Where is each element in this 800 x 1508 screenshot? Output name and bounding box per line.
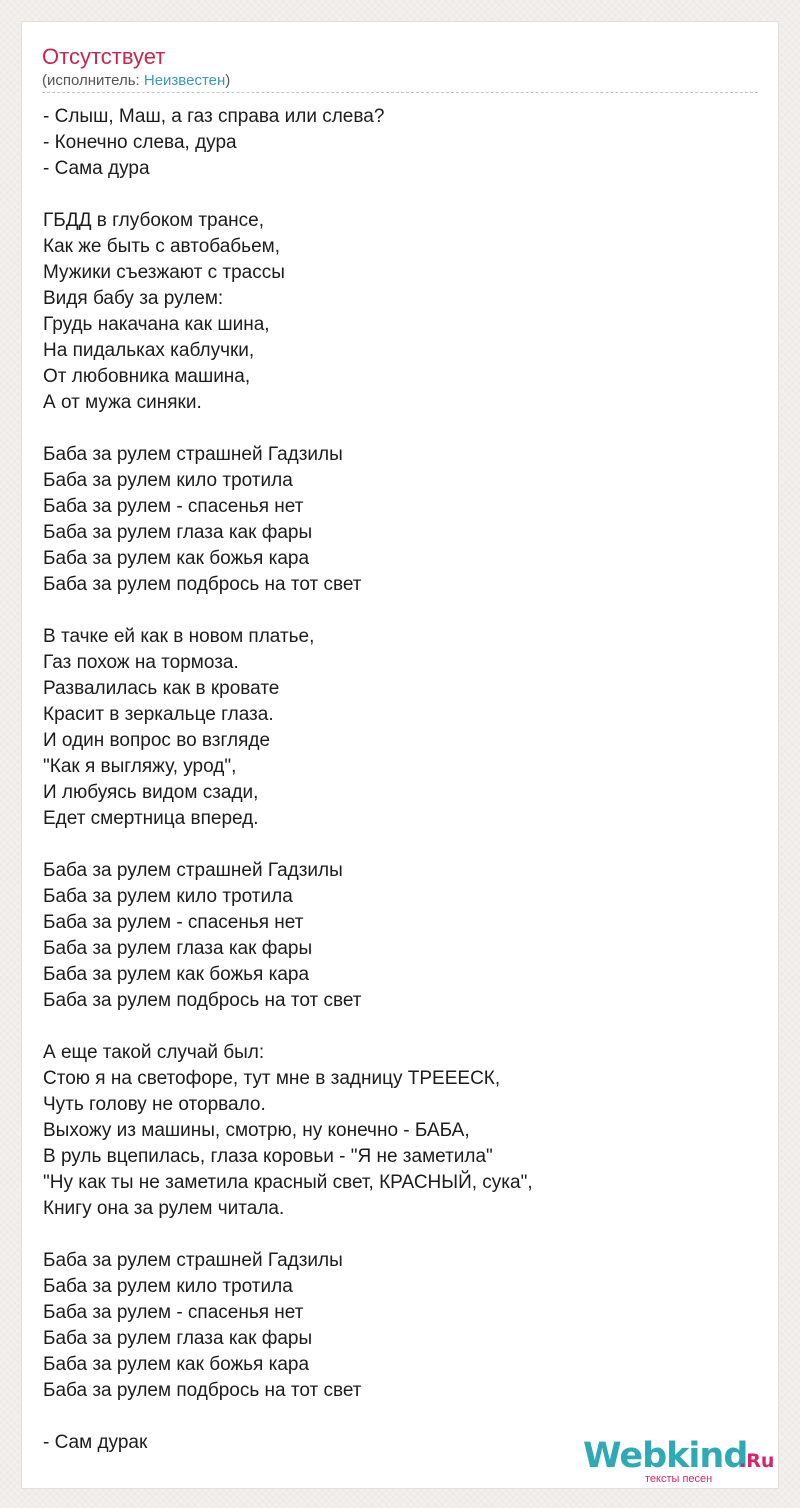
lyric-line: Чуть голову не оторвало.: [43, 1094, 266, 1115]
lyric-line: Баба за рулем - спасенья нет: [43, 1302, 304, 1323]
lyric-line: Баба за рулем - спасенья нет: [43, 912, 304, 933]
lyric-line: Выхожу из машины, смотрю, ну конечно - БАБА,: [43, 1120, 470, 1141]
artist-prefix: (исполнитель:: [42, 72, 144, 89]
lyric-line: Баба за рулем подбрось на тот свет: [43, 574, 362, 595]
lyric-line: А от мужа синяки.: [43, 392, 202, 413]
lyric-line: Развалилась как в кровате: [43, 678, 280, 699]
logo-tagline: тексты песен: [645, 1473, 713, 1485]
lyric-line: - Сама дура: [43, 158, 150, 179]
lyric-line: Баба за рулем страшней Гадзилы: [43, 860, 343, 881]
webkind-logo[interactable]: [583, 1436, 773, 1488]
lyric-line: От любовника машина,: [43, 366, 251, 387]
stanza-break: [43, 182, 763, 208]
lyric-line: Как же быть с автобабьем,: [43, 236, 280, 257]
lyric-line: Видя бабу за рулем:: [43, 288, 224, 309]
song-title: Отсутствует: [42, 44, 166, 69]
lyric-line: "Ну как ты не заметила красный свет, КРАСНЫЙ, сука",: [43, 1172, 533, 1193]
lyric-line: Баба за рулем глаза как фары: [43, 522, 313, 543]
lyric-line: Баба за рулем как божья кара: [43, 548, 310, 569]
lyric-line: Баба за рулем как божья кара: [43, 964, 310, 985]
title-divider: [42, 92, 758, 93]
artist-suffix: ): [225, 72, 231, 89]
logo-brand: Webkind: [583, 1436, 748, 1476]
lyric-line: Красит в зеркальце глаза.: [43, 704, 274, 725]
lyric-line: Баба за рулем подбрось на тот свет: [43, 1380, 362, 1401]
lyrics-text: [43, 104, 763, 1456]
lyric-line: - Конечно слева, дура: [43, 132, 237, 153]
lyric-line: Баба за рулем как божья кара: [43, 1354, 310, 1375]
lyric-line: В тачке ей как в новом платье,: [43, 626, 315, 647]
lyric-line: - Сам дурак: [43, 1432, 148, 1453]
lyric-line: Баба за рулем кило тротила: [43, 886, 293, 907]
stanza-break: [43, 1404, 763, 1430]
lyric-line: Грудь накачана как шина,: [43, 314, 270, 335]
lyric-line: Баба за рулем глаза как фары: [43, 1328, 313, 1349]
lyric-line: На пидальках каблучки,: [43, 340, 255, 361]
stanza-break: [43, 416, 763, 442]
lyric-line: - Слыш, Маш, а газ справа или слева?: [43, 106, 385, 127]
lyric-line: "Как я выгляжу, урод",: [43, 756, 237, 777]
artist-line: [42, 72, 230, 90]
lyric-line: А еще такой случай был:: [43, 1042, 265, 1063]
lyric-line: Мужики съезжают с трассы: [43, 262, 285, 283]
lyric-line: Газ похож на тормоза.: [43, 652, 239, 673]
lyric-line: Баба за рулем - спасенья нет: [43, 496, 304, 517]
stanza-break: [43, 598, 763, 624]
lyric-line: Баба за рулем подбрось на тот свет: [43, 990, 362, 1011]
lyric-line: Едет смертница вперед.: [43, 808, 259, 829]
stanza-break: [43, 1014, 763, 1040]
lyric-line: Баба за рулем страшней Гадзилы: [43, 444, 343, 465]
lyric-line: Стою я на светофоре, тут мне в задницу ТРЕЕЕСК,: [43, 1068, 501, 1089]
lyric-line: ГБДД в глубоком трансе,: [43, 210, 265, 231]
lyric-line: И любуясь видом сзади,: [43, 782, 259, 803]
lyric-line: Баба за рулем кило тротила: [43, 1276, 293, 1297]
lyric-line: Баба за рулем кило тротила: [43, 470, 293, 491]
lyric-line: Баба за рулем глаза как фары: [43, 938, 313, 959]
stanza-break: [43, 1222, 763, 1248]
logo-tld: .Ru: [739, 1450, 775, 1472]
lyric-line: В руль вцепилась, глаза коровьи - "Я не заметила": [43, 1146, 493, 1167]
lyric-line: Книгу она за рулем читала.: [43, 1198, 285, 1219]
artist-link[interactable]: Неизвестен: [143, 72, 226, 89]
lyric-line: Баба за рулем страшней Гадзилы: [43, 1250, 343, 1271]
stanza-break: [43, 832, 763, 858]
lyric-line: И один вопрос во взгляде: [43, 730, 271, 751]
